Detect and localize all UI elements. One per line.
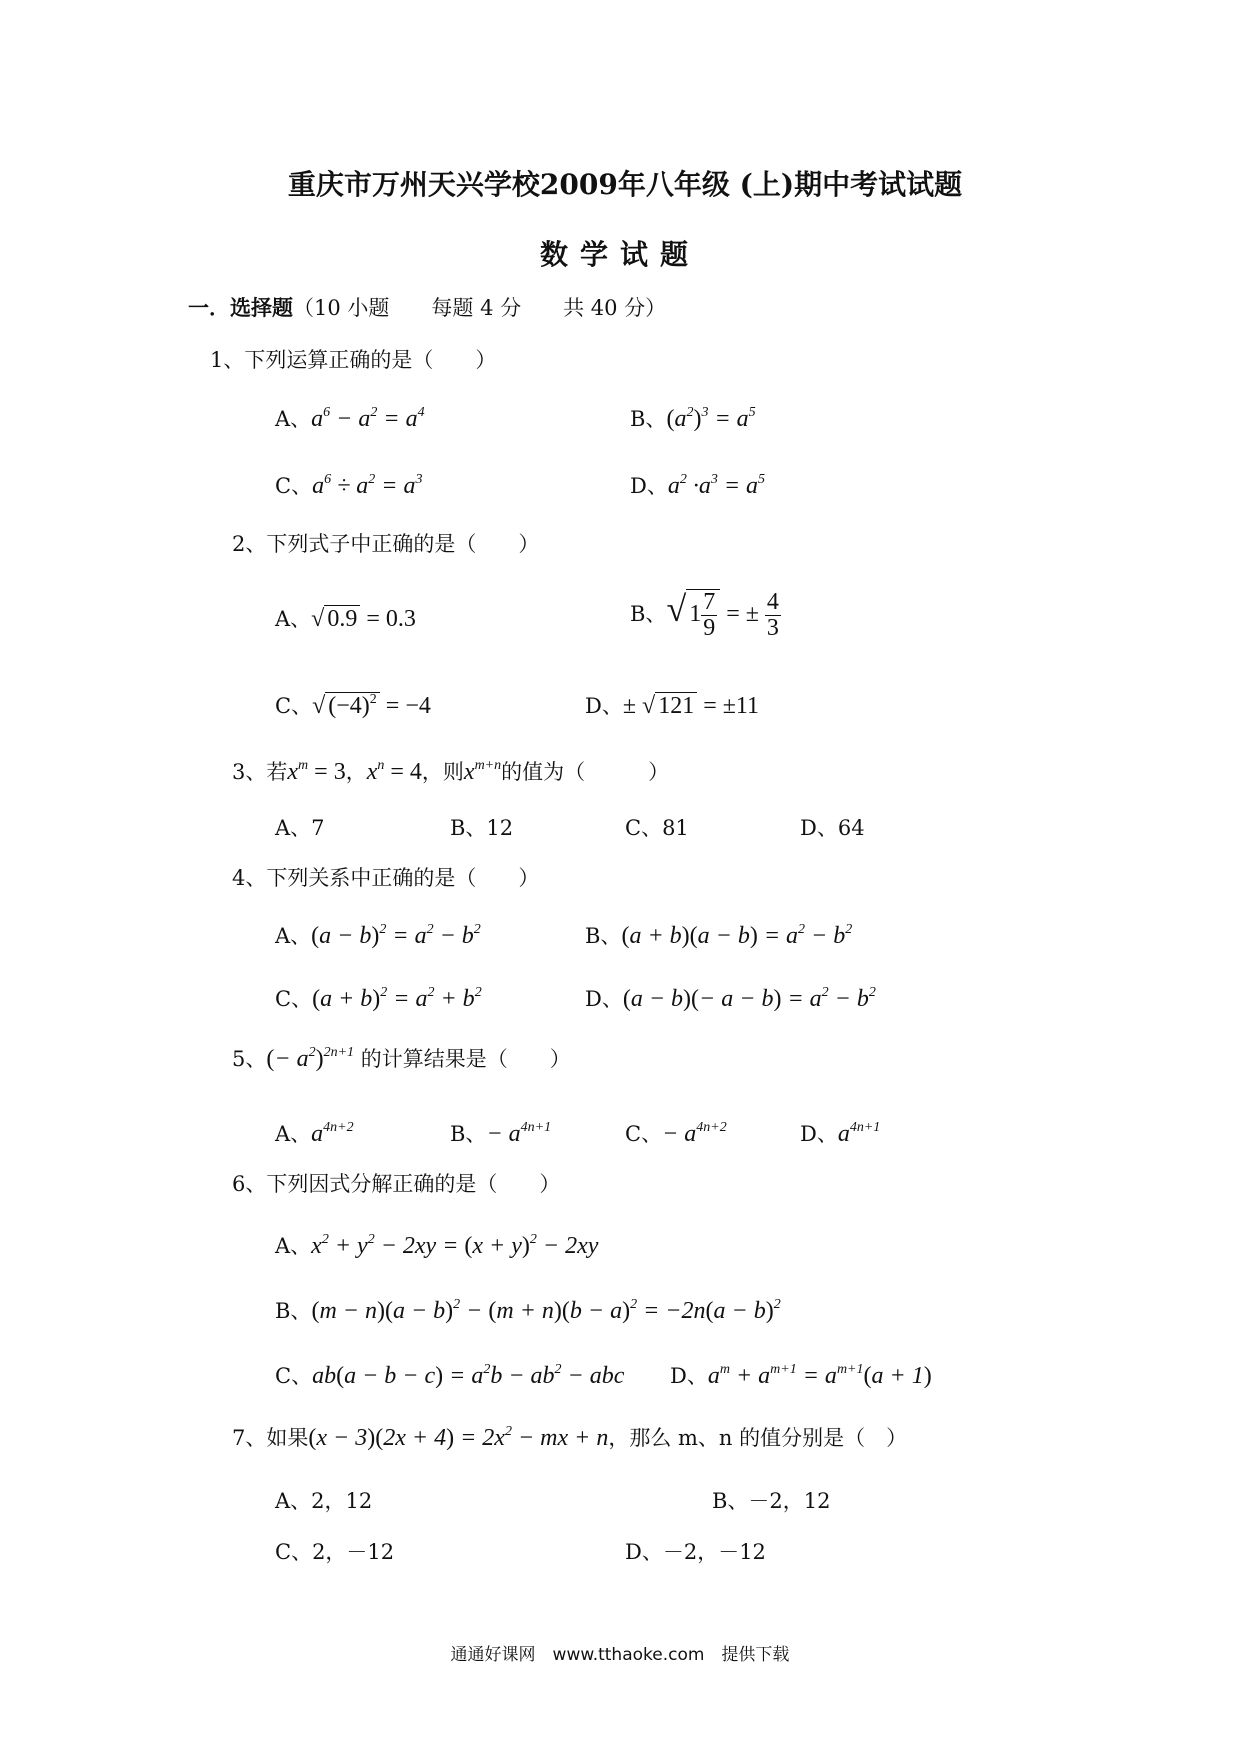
q6-option-b-formula: $(m - n)(a - b)^2 - (m + n)(b - a)^2 = -2n(a - b)^2$ xyxy=(311,1297,781,1324)
q4-option-c-formula: $(a + b)^2 = a^2 + b^2$ xyxy=(312,985,482,1012)
question-5-stem xyxy=(232,1043,571,1073)
q7-option-d: D、－2，－12 xyxy=(625,1540,766,1564)
q5-option-c-label: C、 xyxy=(625,1122,663,1146)
q5-option-d-label: D、 xyxy=(800,1122,838,1146)
q6-option-d-formula: $a^m + a^{m+1} = a^{m+1}(a + 1)$ xyxy=(707,1362,932,1389)
q7-stem-prefix: 7、如果 xyxy=(232,1426,309,1450)
question-4-stem: 4、下列关系中正确的是（ ） xyxy=(232,866,540,890)
q3-stem-mid: ，则 xyxy=(421,760,464,784)
q5-option-a-label: A、 xyxy=(275,1122,312,1146)
q6-option-a xyxy=(275,1230,598,1260)
q5-option-d-formula: $a^{4n+1}$ xyxy=(837,1120,881,1147)
question-3-stem xyxy=(232,756,669,786)
question-7-stem xyxy=(232,1422,907,1452)
q5-option-c xyxy=(625,1118,727,1148)
q4-option-b-formula: $(a + b)(a - b) = a^2 - b^2$ xyxy=(621,922,853,949)
q6-option-b xyxy=(275,1295,781,1325)
q4-option-a-label: A、 xyxy=(275,924,312,948)
section-info: （10 小题 每题 4 分 共 40 分） xyxy=(293,296,667,320)
section-label: 一．选择题 xyxy=(188,295,293,320)
q7-stem-suffix: ，那么 m、n 的值分别是（ ） xyxy=(608,1426,908,1450)
q6-option-c xyxy=(275,1360,624,1390)
q1-option-b-label: B、 xyxy=(630,407,667,431)
q6-option-d xyxy=(670,1360,932,1390)
q4-option-d-label: D、 xyxy=(585,987,623,1011)
q2-option-c xyxy=(275,690,431,720)
q4-option-d-formula: $(a - b)(- a - b) = a^2 - b^2$ xyxy=(622,985,876,1012)
q6-option-c-formula: $ab(a - b - c) = a^2b - ab^2$ − abc xyxy=(312,1362,625,1389)
q1-option-b xyxy=(630,403,756,433)
q2-option-c-formula: √ $(-4)^2 = -4$ xyxy=(312,692,431,719)
q6-option-b-label: B、 xyxy=(275,1299,312,1323)
q6-option-a-formula: $x^2 + y^2 - 2xy = (x + y)^2 - 2xy$ xyxy=(311,1232,599,1259)
q5-stem-suffix: 的计算结果是（ ） xyxy=(360,1047,571,1071)
q4-option-c-label: C、 xyxy=(275,987,313,1011)
q4-option-d xyxy=(585,983,876,1013)
q2-option-b xyxy=(630,588,781,641)
section-heading xyxy=(188,292,666,322)
q3-stem-sep: ， xyxy=(345,760,367,784)
exam-title: 重庆市万州天兴学校2009年八年级 (上)期中考试试题 xyxy=(287,168,963,201)
q1-option-d-label: D、 xyxy=(630,474,668,498)
q6-option-a-label: A、 xyxy=(275,1234,312,1258)
q2-option-a-label: A、 xyxy=(275,607,312,631)
q4-option-b xyxy=(585,920,852,950)
q6-option-c-label: C、 xyxy=(275,1364,313,1388)
q5-option-d xyxy=(800,1118,880,1148)
q3-formula-2: $x^n = 4$ xyxy=(366,758,422,785)
q3-option-b: B、12 xyxy=(450,816,514,840)
q1-option-a xyxy=(275,403,425,433)
q3-stem-suffix: 的值为（ ） xyxy=(501,760,670,784)
q3-formula-3: $x^{m+n}$ xyxy=(463,758,502,785)
q2-option-a xyxy=(275,603,416,633)
q5-option-b xyxy=(450,1118,551,1148)
q7-option-c: C、2，－12 xyxy=(275,1540,395,1564)
q1-option-a-formula: $a^6 - a^2 = a^4$ xyxy=(311,405,425,432)
q2-option-a-formula: √ 0.9 = 0.3 xyxy=(311,606,416,632)
q5-stem-prefix: 5、 xyxy=(232,1047,267,1071)
q3-option-d: D、64 xyxy=(800,816,865,840)
q1-option-c xyxy=(275,470,422,500)
q5-option-b-label: B、 xyxy=(450,1122,487,1146)
q1-option-c-formula: $a^6 \div a^2 = a^3$ xyxy=(312,472,423,499)
q5-option-a-formula: $a^{4n+2}$ xyxy=(311,1120,354,1147)
q1-option-a-label: A、 xyxy=(275,407,312,431)
footer-credit: 通通好课网 www.tthaoke.com 提供下载 xyxy=(450,1645,790,1665)
q2-option-d-formula: ± √ 121 = ±11 xyxy=(622,693,760,719)
q5-option-b-formula: − $a^{4n+1}$ xyxy=(486,1120,552,1147)
q6-option-d-label: D、 xyxy=(670,1364,708,1388)
q1-option-d xyxy=(630,470,765,500)
subject-title: 数学试题 xyxy=(539,238,700,271)
q1-option-d-formula: $a^2 \cdot a^3 = a^5$ xyxy=(667,472,766,499)
q7-formula: $(x - 3)(2x + 4) = 2x^2$ − mx + n xyxy=(308,1424,609,1451)
question-2-stem: 2、下列式子中正确的是（ ） xyxy=(232,532,540,556)
q5-option-a xyxy=(275,1118,354,1148)
q4-option-b-label: B、 xyxy=(585,924,622,948)
q5-formula: (− $a^2)^{2n+1}$ xyxy=(266,1045,355,1072)
q7-option-b: B、－2，12 xyxy=(712,1489,831,1513)
question-1-stem: 1、下列运算正确的是（ ） xyxy=(210,348,497,372)
question-6-stem: 6、下列因式分解正确的是（ ） xyxy=(232,1172,561,1196)
q7-option-a: A、2，12 xyxy=(275,1489,373,1513)
q2-option-b-formula: √ 1 $\frac{7}{9}$ = ± $\frac{4}{3}$ xyxy=(666,588,779,641)
q2-option-c-label: C、 xyxy=(275,694,313,718)
q1-option-c-label: C、 xyxy=(275,474,313,498)
q3-option-a: A、7 xyxy=(275,816,325,840)
q2-option-d-label: D、 xyxy=(585,694,623,718)
q3-formula-1: $x^m = 3$ xyxy=(287,758,346,785)
q4-option-a xyxy=(275,920,481,950)
q5-option-c-formula: − $a^{4n+2}$ xyxy=(662,1120,727,1147)
q3-stem-prefix: 3、若 xyxy=(232,760,288,784)
q4-option-c xyxy=(275,983,482,1013)
q1-option-b-formula: $(a^2)^3 = a^5$ xyxy=(666,405,756,432)
q2-option-b-label: B、 xyxy=(630,602,667,626)
q3-option-c: C、81 xyxy=(625,816,689,840)
q4-option-a-formula: $(a - b)^2 = a^2 - b^2$ xyxy=(311,922,481,949)
q2-option-d xyxy=(585,690,759,720)
